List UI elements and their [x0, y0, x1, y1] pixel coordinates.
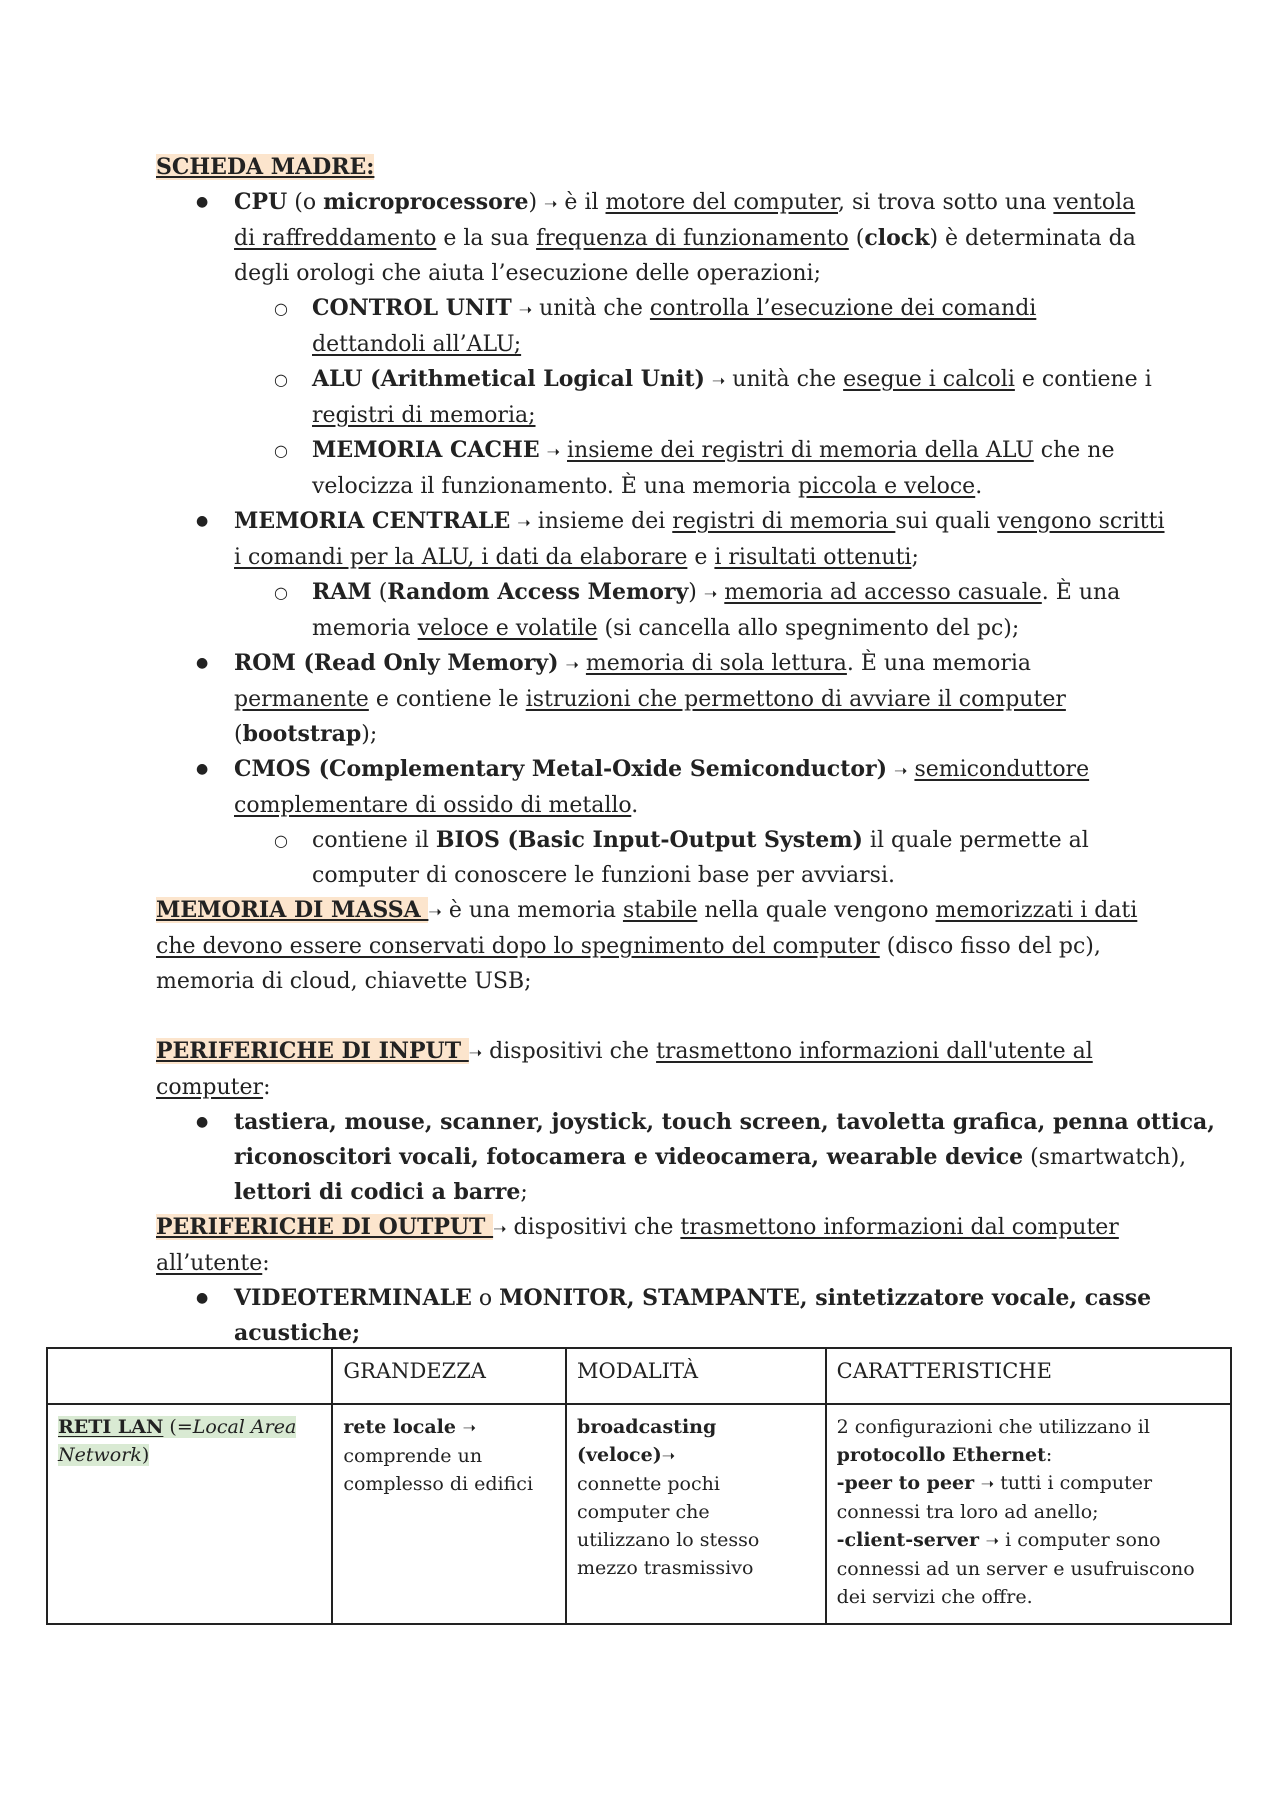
term-microprocessore: microprocessore [323, 189, 529, 215]
text: (si cancella allo spegnimento del pc); [597, 616, 1020, 641]
text: comprende un [343, 1445, 483, 1467]
text: . [975, 474, 983, 499]
table-header-cell [47, 1348, 332, 1404]
list-item-input-devices [156, 1105, 1215, 1210]
text: memoria [312, 616, 418, 641]
underlined-text: stabile [622, 898, 698, 923]
memoria-centrale-sublist [234, 575, 1156, 646]
underlined-text: computer [156, 1075, 264, 1100]
term-cpu: CPU [234, 189, 288, 215]
arrow-icon: ➝ [428, 902, 442, 921]
text: e [687, 545, 715, 570]
underlined-text: i comandi per la ALU, i dati da elaborare [234, 545, 688, 570]
underlined-text: istruzioni che permettono di avviare il computer [525, 687, 1066, 712]
section-scheda-madre [156, 150, 1156, 185]
heading-periferiche-input: PERIFERICHE DI INPUT [156, 1038, 469, 1064]
heading-memoria-massa: MEMORIA DI MASSA [156, 897, 429, 923]
text: i computer sono [999, 1529, 1161, 1551]
arrow-icon: ➝ [462, 1418, 476, 1437]
underlined-text: esegue i calcoli [843, 367, 1015, 392]
list-item-alu [234, 362, 1156, 433]
term-bootstrap: bootstrap [242, 721, 362, 747]
output-list [156, 1281, 1156, 1351]
table-header-caratteristiche: CARATTERISTICHE [826, 1348, 1231, 1404]
underlined-text: registri di memoria; [312, 403, 536, 428]
underlined-text: dettandoli all’ALU; [312, 332, 522, 357]
list-item-rom [156, 646, 1156, 752]
arrow-icon: ➝ [661, 1446, 676, 1465]
arrow-icon: ➝ [468, 1043, 483, 1062]
underlined-text: semiconduttore [914, 757, 1090, 782]
text: insieme dei [530, 509, 673, 534]
underlined-text: permanente [234, 687, 369, 712]
term-protocollo-ethernet: protocollo Ethernet [836, 1444, 1046, 1466]
list-item-bios [234, 823, 1156, 893]
underlined-text: che devono essere conservati dopo lo spegnimento del computer [156, 934, 880, 959]
arrow-icon: ➝ [546, 442, 560, 461]
table-header-modalita: MODALITÀ [566, 1348, 826, 1404]
text: e contiene le [368, 687, 526, 712]
text: ) [528, 190, 545, 215]
underlined-text: di raffreddamento [234, 226, 437, 251]
underlined-text: complementare di ossido di metallo [234, 793, 632, 818]
term-ram: RAM [312, 579, 372, 605]
text: . [631, 793, 639, 818]
document-page [156, 150, 1215, 1351]
list-item-cpu [156, 185, 1156, 504]
underlined-text: frequenza di funzionamento [536, 226, 849, 251]
spacer [156, 999, 1156, 1034]
text: (smartwatch), [1023, 1145, 1187, 1170]
section-memoria-massa [156, 893, 1156, 999]
text: connette pochi [577, 1473, 720, 1495]
text: tutti i computer [994, 1472, 1153, 1494]
term-memoria-cache: MEMORIA CACHE [312, 437, 540, 463]
heading-scheda-madre: SCHEDA MADRE: [156, 154, 375, 180]
text: sui quali [895, 509, 998, 534]
arrow-icon: ➝ [544, 194, 558, 213]
arrow-icon: ➝ [518, 300, 533, 319]
text: ; [911, 545, 919, 570]
reti-table [46, 1347, 1232, 1625]
text: . È una memoria [846, 651, 1032, 676]
term-client-server: -client-server [836, 1529, 986, 1551]
text: nella quale vengono [697, 898, 936, 923]
text-bold: lettori di codici a barre [234, 1179, 521, 1205]
text: connessi tra loro ad anello; [836, 1501, 1099, 1523]
text: e la sua [436, 226, 537, 251]
underlined-text: trasmettono informazioni dal computer [680, 1215, 1119, 1240]
underlined-text: ventola [1053, 190, 1136, 215]
text-bold: riconoscitori vocali, fotocamera e videocamera, wearable device [234, 1144, 1024, 1170]
arrow-icon: ➝ [985, 1531, 1000, 1550]
input-list [156, 1105, 1215, 1210]
section-periferiche-input [156, 1034, 1215, 1210]
text: mezzo trasmissivo [577, 1557, 754, 1579]
arrow-icon: ➝ [565, 655, 579, 674]
list-item-memoria-centrale [156, 504, 1165, 646]
underlined-text: vengono scritti [997, 509, 1165, 534]
text: contiene il [312, 828, 436, 853]
underlined-text: i risultati ottenuti [714, 545, 912, 570]
text: : [1045, 1444, 1053, 1466]
text: (= [163, 1416, 193, 1438]
arrow-icon: ➝ [894, 761, 908, 780]
table-cell-caratteristiche [826, 1404, 1231, 1624]
underlined-text: trasmettono informazioni dall'utente al [656, 1039, 1093, 1064]
text-bold: tastiera, mouse, scanner, joystick, touch screen, tavoletta grafica, penna ottica, [234, 1109, 1215, 1135]
list-item-output-devices [156, 1281, 1156, 1351]
term-memoria-centrale: MEMORIA CENTRALE [234, 508, 511, 534]
text: velocizza il funzionamento. È una memoria [312, 474, 798, 499]
text-bold: acustiche; [234, 1320, 361, 1346]
text-bold: MONITOR, STAMPANTE, sintetizzatore vocale, casse [499, 1285, 1152, 1311]
text: ( [371, 580, 388, 605]
table-cell-modalita [566, 1404, 826, 1624]
text: : [263, 1075, 271, 1100]
text: ) [141, 1444, 150, 1466]
cpu-sublist [234, 291, 1156, 504]
list-item-control-unit [234, 291, 1156, 362]
underlined-text: insieme dei registri di memoria della ALU [567, 438, 1034, 463]
text: connessi ad un server e usufruiscono [836, 1558, 1195, 1580]
text: ( [234, 722, 243, 747]
term-rete-locale: rete locale [343, 1416, 463, 1438]
text: dispositivi che [482, 1039, 657, 1064]
underlined-text: registri di memoria [672, 509, 896, 534]
text: computer che [577, 1501, 710, 1523]
text: 2 configurazioni che utilizzano il [836, 1416, 1150, 1438]
text: che ne [1033, 438, 1115, 463]
section-periferiche-output [156, 1210, 1156, 1351]
term-broadcasting: broadcasting (veloce) [577, 1416, 717, 1466]
term-control-unit: CONTROL UNIT [312, 295, 512, 321]
text: dei servizi che offre. [836, 1586, 1033, 1608]
term-peer-to-peer: -peer to peer [836, 1472, 981, 1494]
underlined-text: memorizzati i dati [935, 898, 1138, 923]
text: è una memoria [441, 898, 623, 923]
text: utilizzano lo stesso [577, 1529, 760, 1551]
table-row [47, 1404, 1231, 1624]
table-cell-grandezza [332, 1404, 566, 1624]
table-header-row [47, 1348, 1231, 1404]
list-item-ram [234, 575, 1156, 646]
underlined-text: memoria ad accesso casuale [724, 580, 1042, 605]
text: ); [361, 722, 378, 747]
text: ) è determinata da [929, 226, 1136, 251]
arrow-icon: ➝ [493, 1219, 507, 1238]
term-clock: clock [864, 225, 930, 251]
arrow-icon: ➝ [517, 513, 531, 532]
table-header-grandezza: GRANDEZZA [332, 1348, 566, 1404]
underlined-text: controlla l’esecuzione dei comandi [649, 296, 1037, 321]
text: il quale permette al [862, 828, 1089, 853]
term-cmos: CMOS (Complementary Metal-Oxide Semiconductor) [234, 756, 888, 782]
text-bold: VIDEOTERMINALE [234, 1285, 472, 1311]
arrow-icon: ➝ [711, 371, 726, 390]
arrow-icon: ➝ [703, 584, 718, 603]
underlined-text: memoria di sola lettura [585, 651, 847, 676]
list-item-memoria-cache [234, 433, 1156, 504]
text: . È una [1041, 580, 1121, 605]
table-cell-lan [47, 1404, 332, 1624]
cmos-sublist [234, 823, 1156, 893]
text: ( [848, 226, 865, 251]
list-item-cmos [156, 752, 1156, 893]
text: (disco fisso del pc), [879, 934, 1101, 959]
text: computer di conoscere le funzioni base per avviarsi. [312, 863, 895, 888]
text-italic: Local Area [192, 1416, 297, 1438]
text: è il [557, 190, 606, 215]
term-alu: ALU (Arithmetical Logical Unit) [312, 366, 705, 392]
text-italic: Network [58, 1444, 142, 1466]
underlined-text: all’utente [156, 1251, 263, 1276]
text: e contiene i [1014, 367, 1152, 392]
underlined-text: veloce e volatile [417, 616, 598, 641]
text: degli orologi che aiuta l’esecuzione delle operazioni; [234, 261, 821, 286]
scheda-madre-list [156, 185, 1165, 893]
text: dispositivi che [506, 1215, 681, 1240]
text: ; [520, 1180, 528, 1205]
text: unità che [725, 367, 844, 392]
text: complesso di edifici [343, 1473, 534, 1495]
text: , si trova sotto una [838, 190, 1054, 215]
heading-periferiche-output: PERIFERICHE DI OUTPUT [156, 1214, 494, 1240]
text: ) [688, 580, 704, 605]
text: o [471, 1286, 500, 1311]
term-bios: BIOS (Basic Input-Output System) [435, 827, 863, 853]
text: memoria di cloud, chiavette USB; [156, 969, 532, 994]
term-random-access-memory: Random Access Memory [387, 579, 689, 605]
text: (o [287, 190, 324, 215]
underlined-text: piccola e veloce [797, 474, 976, 499]
term-reti-lan: RETI LAN [58, 1416, 164, 1438]
arrow-icon: ➝ [980, 1474, 995, 1493]
text: unità che [532, 296, 650, 321]
underlined-text: motore del computer [605, 190, 839, 215]
term-rom: ROM (Read Only Memory) [234, 650, 559, 676]
text: : [262, 1251, 270, 1276]
